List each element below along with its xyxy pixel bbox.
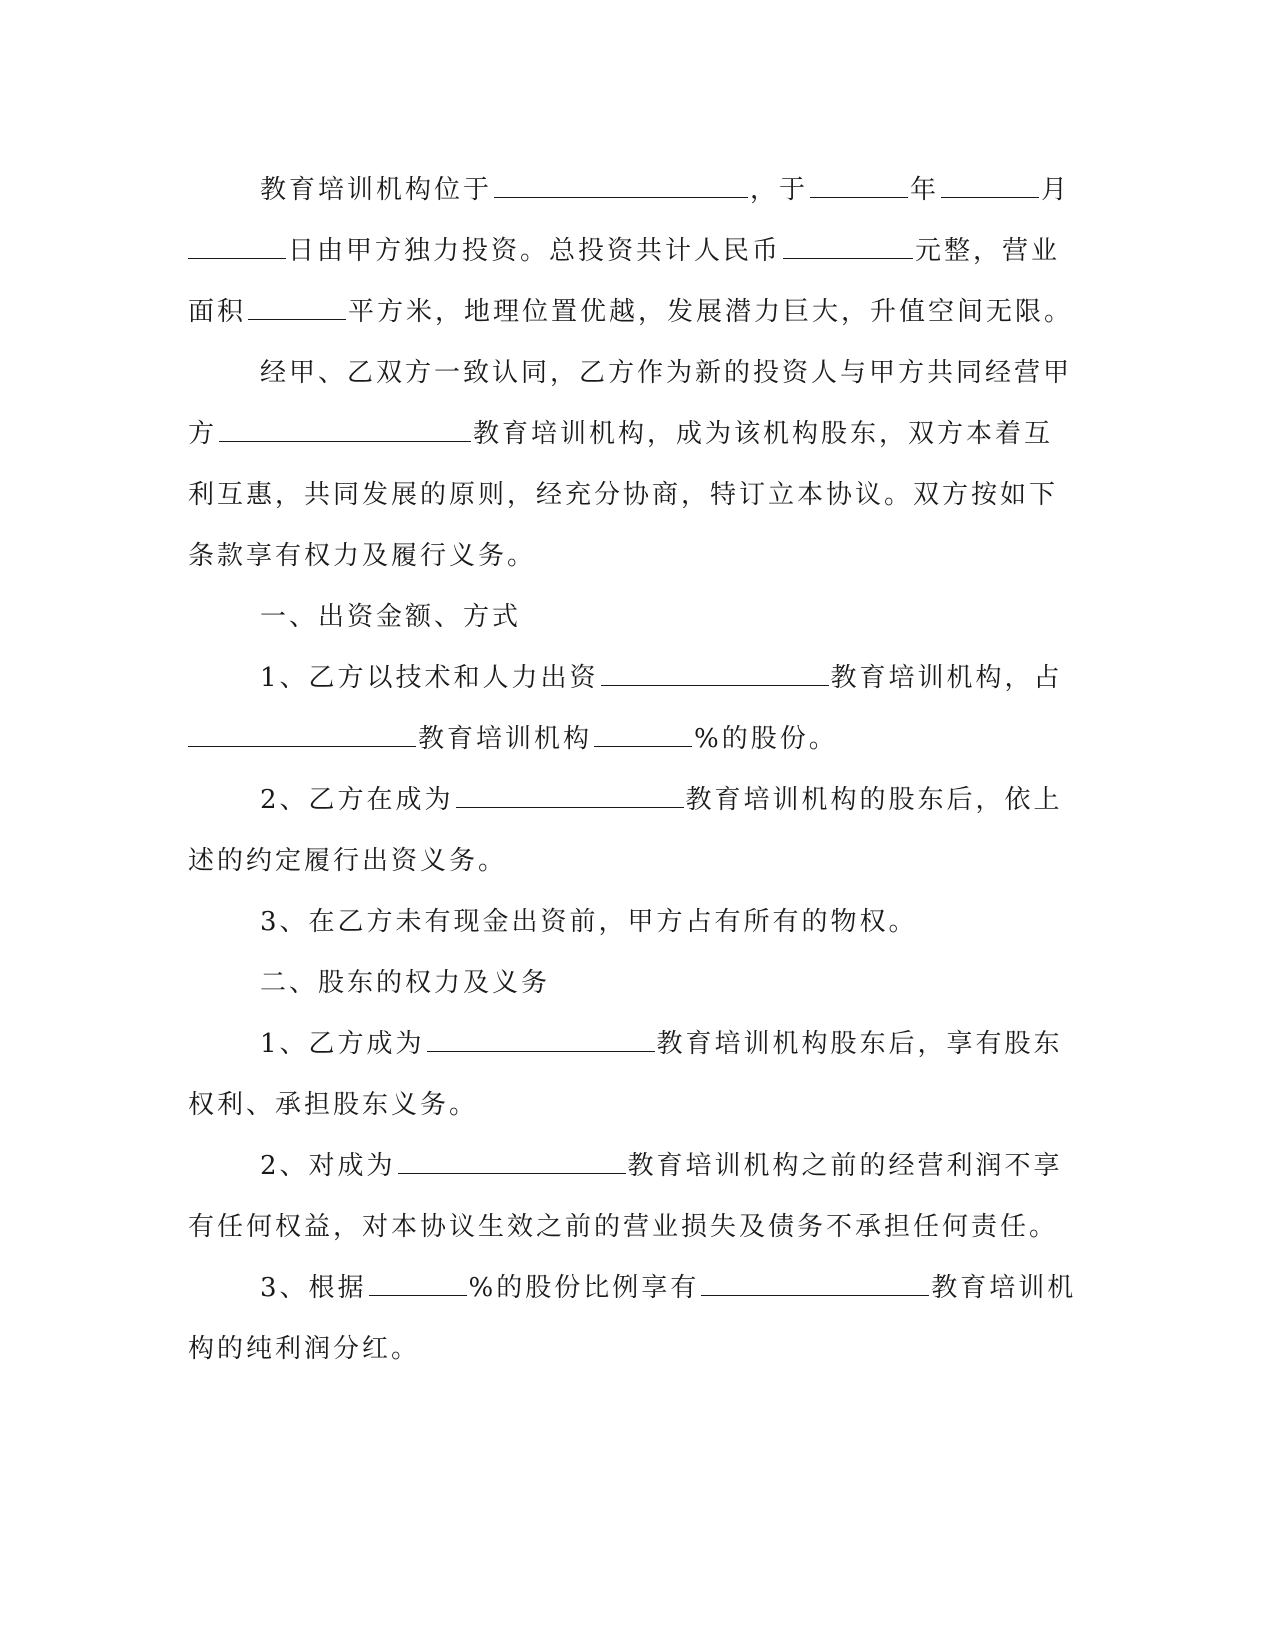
text-segment: 利互惠，共同发展的原则，经充分协商，特订立本协议。双方按如下: [188, 480, 1059, 510]
year-blank: [810, 167, 908, 198]
text-segment: 权利、承担股东义务。: [188, 1090, 479, 1120]
p2-line-1: [188, 343, 1073, 404]
text-segment: 方: [188, 419, 218, 449]
text-segment: 述的约定履行出资义务。: [188, 846, 508, 876]
p2-line-4: [188, 526, 1068, 587]
text-segment: 教育培训机构，成为该机构股东，双方本着互: [473, 419, 1054, 449]
s2-item1-line-1: [188, 1014, 1068, 1075]
text-segment: 1、乙方成为: [260, 1029, 425, 1059]
p1-line-3: [188, 282, 1074, 343]
institution-name-blank: [601, 655, 829, 686]
text-segment: 有任何权益，对本协议生效之前的营业损失及债务不承担任何责任。: [188, 1212, 1059, 1242]
section-1-heading: [188, 587, 1068, 648]
text-segment: 平方米，地理位置优越，发展潜力巨大，升值空间无限。: [348, 297, 1074, 327]
s2-item1-line-2: [188, 1075, 1068, 1136]
s1-item2-line-1: [188, 770, 1068, 831]
p1-line-1: [188, 160, 1071, 221]
text-segment: 2、乙方在成为: [260, 785, 454, 815]
s2-item3-line-2: [188, 1319, 1068, 1380]
s1-item1-line-2: [188, 709, 1068, 770]
institution-name-blank: [398, 1143, 626, 1174]
institution-name-blank: [456, 777, 684, 808]
text-segment: 条款享有权力及履行义务。: [188, 541, 537, 571]
heading-text: 一、出资金额、方式: [260, 602, 522, 632]
percentage-blank: [594, 716, 692, 747]
p1-line-2: [188, 221, 1068, 282]
s1-item2-line-2: [188, 831, 1068, 892]
text-segment: 教育培训机构股东后，享有股东: [656, 1029, 1063, 1059]
institution-name-blank: [188, 716, 416, 747]
institution-name-blank: [701, 1265, 929, 1296]
text-segment: 年: [910, 175, 940, 205]
location-blank: [494, 167, 748, 198]
investment-amount-blank: [783, 228, 913, 259]
s1-item3-line: [188, 892, 1068, 953]
p2-line-3: [188, 465, 1068, 526]
p2-line-2: [188, 404, 1068, 465]
text-segment: 日由甲方独力投资。总投资共计人民币: [288, 236, 782, 266]
text-segment: 3、根据: [260, 1273, 367, 1303]
agreement-body: [188, 160, 1077, 1380]
area-blank: [248, 289, 346, 320]
text-segment: 元整，营业: [915, 236, 1061, 266]
s2-item2-line-1: [188, 1136, 1068, 1197]
text-segment: 构的纯利润分红。: [188, 1334, 421, 1364]
text-segment: 3、在乙方未有现金出资前，甲方占有所有的物权。: [260, 907, 918, 937]
month-blank: [941, 167, 1039, 198]
day-blank: [188, 228, 286, 259]
percentage-blank: [369, 1265, 467, 1296]
text-segment: %的股份比例享有: [468, 1273, 700, 1303]
s1-item1-line-1: [188, 648, 1068, 709]
section-2-heading: [188, 953, 1068, 1014]
s2-item3-line-1: [188, 1258, 1077, 1319]
text-segment: 面积: [188, 297, 247, 327]
s2-item2-line-2: [188, 1197, 1068, 1258]
text-segment: 经甲、乙双方一致认同，乙方作为新的投资人与甲方共同经营甲: [260, 358, 1073, 388]
text-segment: 教育培训机构的股东后，依上: [685, 785, 1063, 815]
text-segment: 月: [1041, 175, 1071, 205]
text-segment: 教育培训机构之前的经营利润不享: [627, 1151, 1063, 1181]
text-segment: ，于: [750, 175, 809, 205]
heading-text: 二、股东的权力及义务: [260, 968, 551, 998]
text-segment: 1、乙方以技术和人力出资: [260, 663, 599, 693]
text-segment: 2、对成为: [260, 1151, 396, 1181]
institution-name-blank: [427, 1021, 655, 1052]
text-segment: 教育培训机构位于: [260, 175, 493, 205]
institution-name-blank: [219, 411, 471, 442]
text-segment: 教育培训机构，占: [830, 663, 1063, 693]
text-segment: 教育培训机构: [418, 724, 593, 754]
text-segment: %的股份。: [694, 724, 838, 754]
text-segment: 教育培训机: [931, 1273, 1077, 1303]
